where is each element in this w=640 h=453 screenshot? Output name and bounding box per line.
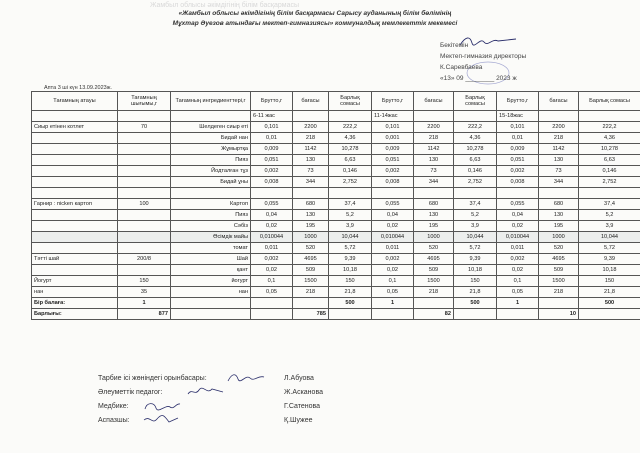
col-price-1: бағасы: [293, 92, 329, 111]
brutto-2: [372, 188, 414, 199]
brutto-2: 0,001: [372, 133, 414, 144]
signature-role: Әлеуметтік педагог:: [98, 389, 163, 396]
dish-name: [32, 232, 118, 243]
dish-yield: [118, 265, 171, 276]
brutto-2: 0,002: [372, 166, 414, 177]
sum-1: 10,278: [329, 144, 372, 155]
sum-3: 10,278: [579, 144, 640, 155]
table-row: [32, 166, 640, 177]
price-3: 2200: [539, 122, 579, 133]
dish-name: нан: [32, 287, 118, 298]
table-row: [32, 232, 640, 243]
subtotal-value: 1: [118, 298, 171, 309]
price-1: 520: [293, 243, 329, 254]
ingredient: [171, 188, 251, 199]
sum-2: 10,18: [454, 265, 497, 276]
header-row: [32, 92, 640, 111]
sum-3: 6,63: [579, 155, 640, 166]
dish-yield: [118, 166, 171, 177]
sum-3: [579, 188, 640, 199]
price-2: 73: [414, 166, 454, 177]
sum-1: 6,63: [329, 155, 372, 166]
dish-yield: [118, 144, 171, 155]
price-3: 218: [539, 287, 579, 298]
brutto-1: 0,002: [251, 254, 293, 265]
brutto-2: 0,1: [372, 276, 414, 287]
sum-2: 5,72: [454, 243, 497, 254]
ingredient: қант: [171, 265, 251, 276]
ingredient: Өсімдік майы: [171, 232, 251, 243]
dish-yield: [118, 188, 171, 199]
col-yield: Тағамның шығымы,г: [118, 92, 171, 111]
sum-2: 4,36: [454, 133, 497, 144]
approval-label: Бекітемін: [440, 42, 469, 49]
sum-2: 10,278: [454, 144, 497, 155]
dish-name: [32, 210, 118, 221]
sum-2: 2,752: [454, 177, 497, 188]
col-dish: Тағамның атауы: [32, 92, 118, 111]
sum-2: 6,63: [454, 155, 497, 166]
approval-day: 13: [443, 75, 451, 82]
brutto-1: 0,011: [251, 243, 293, 254]
dish-yield: [118, 243, 171, 254]
sum-3: 10,18: [579, 265, 640, 276]
brutto-2: 0,009: [372, 144, 414, 155]
ingredient: Йодталған тұз: [171, 166, 251, 177]
brutto-3: 0,008: [497, 177, 539, 188]
brutto-1: 0,01: [251, 133, 293, 144]
menu-table-body: [32, 92, 640, 320]
sum-1: 37,4: [329, 199, 372, 210]
ingredient: Шай: [171, 254, 251, 265]
ingredient: Пияз: [171, 210, 251, 221]
brutto-2: 0,04: [372, 210, 414, 221]
sum-1: 222,2: [329, 122, 372, 133]
dish-yield: 35: [118, 287, 171, 298]
brutto-2: 0,055: [372, 199, 414, 210]
signature-name: Г.Сатенова: [284, 403, 321, 410]
subtotal-value: 500: [329, 298, 372, 309]
brutto-2: 0,010044: [372, 232, 414, 243]
handwritten-signature: [226, 372, 266, 384]
sum-1: 5,2: [329, 210, 372, 221]
price-1: [293, 188, 329, 199]
col-brutto-2: Брутто,г: [372, 92, 414, 111]
dish-name: [32, 144, 118, 155]
ingredient: Сәбіз: [171, 221, 251, 232]
brutto-2: 0,002: [372, 254, 414, 265]
sum-2: 5,2: [454, 210, 497, 221]
dish-name: Гарнир : пісken картоп: [32, 199, 118, 210]
brutto-3: 0,055: [497, 199, 539, 210]
price-2: 218: [414, 287, 454, 298]
dish-name: [32, 221, 118, 232]
sum-3: 150: [579, 276, 640, 287]
price-2: 509: [414, 265, 454, 276]
brutto-3: 0,05: [497, 287, 539, 298]
sum-3: 4,36: [579, 133, 640, 144]
price-2: 2200: [414, 122, 454, 133]
ingredient: Картоп: [171, 199, 251, 210]
age-group-row: [32, 111, 640, 122]
price-1: 73: [293, 166, 329, 177]
price-3: 1500: [539, 276, 579, 287]
dish-yield: [118, 221, 171, 232]
sum-2: 37,4: [454, 199, 497, 210]
brutto-2: 0,02: [372, 265, 414, 276]
price-1: 218: [293, 287, 329, 298]
sum-1: 10,044: [329, 232, 372, 243]
price-2: 680: [414, 199, 454, 210]
dish-yield: 150: [118, 276, 171, 287]
age-group-1: 6-11 жас: [251, 111, 293, 122]
brutto-1: 0,008: [251, 177, 293, 188]
total-value: 785: [293, 309, 329, 320]
table-row: [32, 210, 640, 221]
sum-3: 0,146: [579, 166, 640, 177]
price-2: 1500: [414, 276, 454, 287]
brutto-3: 0,02: [497, 221, 539, 232]
handwritten-signature: [142, 414, 182, 426]
price-1: 218: [293, 133, 329, 144]
ingredient: нан: [171, 287, 251, 298]
sum-3: 37,4: [579, 199, 640, 210]
price-3: 218: [539, 133, 579, 144]
signature-row: [98, 400, 348, 414]
dish-yield: 200/8: [118, 254, 171, 265]
brutto-1: 0,02: [251, 221, 293, 232]
signature-row: [98, 414, 348, 428]
col-sum-1: Барлық сомасы: [329, 92, 372, 111]
table-row: [32, 243, 640, 254]
brutto-1: 0,010044: [251, 232, 293, 243]
sum-1: 150: [329, 276, 372, 287]
total-label: Барлығы:: [32, 309, 118, 320]
date-line: Апта 3 ші күн 13.09.2023ж.: [44, 85, 112, 91]
price-3: 520: [539, 243, 579, 254]
dish-name: [32, 188, 118, 199]
brutto-3: 0,051: [497, 155, 539, 166]
brutto-3: 0,101: [497, 122, 539, 133]
sum-1: 21,8: [329, 287, 372, 298]
approval-block: [440, 40, 526, 84]
handwritten-signature: [186, 386, 226, 398]
sum-3: 21,8: [579, 287, 640, 298]
price-1: 1500: [293, 276, 329, 287]
brutto-2: 0,011: [372, 243, 414, 254]
brutto-3: 0,002: [497, 166, 539, 177]
ingredient: Жұмыртқа: [171, 144, 251, 155]
sum-2: 10,044: [454, 232, 497, 243]
table-row: [32, 221, 640, 232]
sum-3: 2,752: [579, 177, 640, 188]
ingredient: Бидай нан: [171, 133, 251, 144]
document-header: [150, 9, 480, 29]
col-price-3: бағасы: [539, 92, 579, 111]
ingredient: томат: [171, 243, 251, 254]
price-2: 344: [414, 177, 454, 188]
price-3: 680: [539, 199, 579, 210]
ingredient: Пияз: [171, 155, 251, 166]
sum-3: 222,2: [579, 122, 640, 133]
brutto-3: 0,1: [497, 276, 539, 287]
signature-row: [98, 372, 348, 386]
signatures-block: [98, 372, 348, 428]
handwritten-signature: [142, 400, 182, 412]
price-1: 2200: [293, 122, 329, 133]
brutto-1: 0,02: [251, 265, 293, 276]
table-row: [32, 276, 640, 287]
price-2: 1000: [414, 232, 454, 243]
price-3: 4695: [539, 254, 579, 265]
approval-name: К.Саревбаева: [440, 64, 483, 71]
brutto-2: 0,05: [372, 287, 414, 298]
table-row: [32, 287, 640, 298]
price-1: 4695: [293, 254, 329, 265]
age-group-3: 15-18жас: [497, 111, 539, 122]
sum-3: 3,9: [579, 221, 640, 232]
dish-yield: [118, 210, 171, 221]
dish-name: Йогурт: [32, 276, 118, 287]
price-3: 130: [539, 155, 579, 166]
table-row: [32, 199, 640, 210]
total-value: 82: [414, 309, 454, 320]
dish-name: [32, 133, 118, 144]
price-2: 4695: [414, 254, 454, 265]
dish-name: [32, 243, 118, 254]
subtotal-row: [32, 298, 640, 309]
dish-name: [32, 155, 118, 166]
dish-yield: 100: [118, 199, 171, 210]
sum-1: 10,18: [329, 265, 372, 276]
price-2: 1142: [414, 144, 454, 155]
sum-1: 2,752: [329, 177, 372, 188]
approval-month: 09: [456, 75, 464, 82]
bleed-through-text: Жамбыл облысы әкімдігінің білім басқармасы: [150, 2, 300, 9]
brutto-2: 0,008: [372, 177, 414, 188]
table-row: [32, 122, 640, 133]
approval-date: «13» 09 ________ 2023 ж: [440, 75, 517, 82]
sum-1: 0,146: [329, 166, 372, 177]
table-row: [32, 133, 640, 144]
approval-year: 2023 ж: [496, 75, 517, 82]
brutto-3: 0,04: [497, 210, 539, 221]
subtotal-value: 500: [579, 298, 640, 309]
col-brutto-3: Брутто,г: [497, 92, 539, 111]
col-sum-2: Барлық сомасы: [454, 92, 497, 111]
price-2: 218: [414, 133, 454, 144]
price-3: 195: [539, 221, 579, 232]
signature-role: Тарбие ісі жөніндегі орынбасары:: [98, 375, 207, 382]
price-2: 130: [414, 210, 454, 221]
dish-yield: 70: [118, 122, 171, 133]
brutto-2: 0,101: [372, 122, 414, 133]
dish-yield: [118, 133, 171, 144]
ingredient: Шелдеген сиыр еті: [171, 122, 251, 133]
sum-1: 4,36: [329, 133, 372, 144]
dish-yield: [118, 177, 171, 188]
col-brutto-1: Брутто,г: [251, 92, 293, 111]
price-1: 1000: [293, 232, 329, 243]
table-row: [32, 254, 640, 265]
price-2: [414, 188, 454, 199]
col-price-2: бағасы: [414, 92, 454, 111]
signature-name: Ж.Асканова: [284, 389, 323, 396]
subtotal-label: Бір балаға:: [32, 298, 118, 309]
brutto-1: 0,009: [251, 144, 293, 155]
table-row: [32, 144, 640, 155]
table-row: [32, 265, 640, 276]
subtotal-value: 500: [454, 298, 497, 309]
table-row: [32, 177, 640, 188]
brutto-3: 0,009: [497, 144, 539, 155]
brutto-3: [497, 188, 539, 199]
signature-role: Аспазшы:: [98, 417, 130, 424]
sum-2: 222,2: [454, 122, 497, 133]
price-3: 1000: [539, 232, 579, 243]
price-1: 509: [293, 265, 329, 276]
sum-2: 3,9: [454, 221, 497, 232]
price-1: 130: [293, 155, 329, 166]
signature-name: Л.Абуова: [284, 375, 314, 382]
price-1: 130: [293, 210, 329, 221]
table-row: [32, 188, 640, 199]
brutto-3: 0,011: [497, 243, 539, 254]
sum-2: 21,8: [454, 287, 497, 298]
total-value: 877: [118, 309, 171, 320]
price-3: 1142: [539, 144, 579, 155]
dish-name: [32, 166, 118, 177]
sum-1: 5,72: [329, 243, 372, 254]
sum-1: 3,9: [329, 221, 372, 232]
dish-name: [32, 177, 118, 188]
sum-3: 10,044: [579, 232, 640, 243]
ingredient: Бидай ұны: [171, 177, 251, 188]
brutto-1: 0,002: [251, 166, 293, 177]
brutto-1: 0,04: [251, 210, 293, 221]
subtotal-value: 1: [497, 298, 539, 309]
col-ingredients: Тағамның ингредиенттері,г: [171, 92, 251, 111]
price-1: 344: [293, 177, 329, 188]
brutto-1: 0,055: [251, 199, 293, 210]
total-row: [32, 309, 640, 320]
brutto-1: 0,1: [251, 276, 293, 287]
brutto-2: 0,051: [372, 155, 414, 166]
sum-3: 5,2: [579, 210, 640, 221]
header-line-1: «Жамбыл облысы әкімдігінің білім басқармасы Сарысу ауданының білім бөлімінің: [178, 10, 452, 17]
table-row: [32, 155, 640, 166]
menu-table: [31, 91, 640, 320]
sum-3: 9,39: [579, 254, 640, 265]
price-1: 1142: [293, 144, 329, 155]
subtotal-value: 1: [372, 298, 414, 309]
total-value: 10: [539, 309, 579, 320]
price-3: 344: [539, 177, 579, 188]
sum-1: [329, 188, 372, 199]
dish-yield: [118, 232, 171, 243]
price-1: 195: [293, 221, 329, 232]
price-2: 520: [414, 243, 454, 254]
dish-yield: [118, 155, 171, 166]
col-sum-3: Барлық сомасы: [579, 92, 640, 111]
price-3: 73: [539, 166, 579, 177]
dish-name: Сиыр етінен котлет: [32, 122, 118, 133]
signature-name: Қ.Шужее: [284, 417, 313, 424]
price-2: 130: [414, 155, 454, 166]
sum-2: 9,39: [454, 254, 497, 265]
sum-2: 0,146: [454, 166, 497, 177]
sum-2: 150: [454, 276, 497, 287]
signature-role: Медбике:: [98, 403, 129, 410]
brutto-3: 0,02: [497, 265, 539, 276]
price-1: 680: [293, 199, 329, 210]
sum-3: 5,72: [579, 243, 640, 254]
header-line-2: Мұхтар Әуезов атындағы мектеп-гимназиясы» коммуналдық мемлекеттік мекемесі: [172, 20, 458, 27]
ingredient: йогурт: [171, 276, 251, 287]
brutto-1: 0,051: [251, 155, 293, 166]
brutto-1: 0,101: [251, 122, 293, 133]
age-group-2: 11-14жас: [372, 111, 414, 122]
brutto-3: 0,002: [497, 254, 539, 265]
price-2: 195: [414, 221, 454, 232]
brutto-2: 0,02: [372, 221, 414, 232]
dish-name: [32, 265, 118, 276]
dish-name: Тәтті шай: [32, 254, 118, 265]
signature-row: [98, 386, 348, 400]
price-3: 130: [539, 210, 579, 221]
price-3: 509: [539, 265, 579, 276]
price-3: [539, 188, 579, 199]
approval-position: Мектеп-гимназия директоры: [440, 53, 527, 60]
brutto-1: [251, 188, 293, 199]
brutto-1: 0,05: [251, 287, 293, 298]
brutto-3: 0,01: [497, 133, 539, 144]
brutto-3: 0,010044: [497, 232, 539, 243]
sum-2: [454, 188, 497, 199]
sum-1: 9,39: [329, 254, 372, 265]
